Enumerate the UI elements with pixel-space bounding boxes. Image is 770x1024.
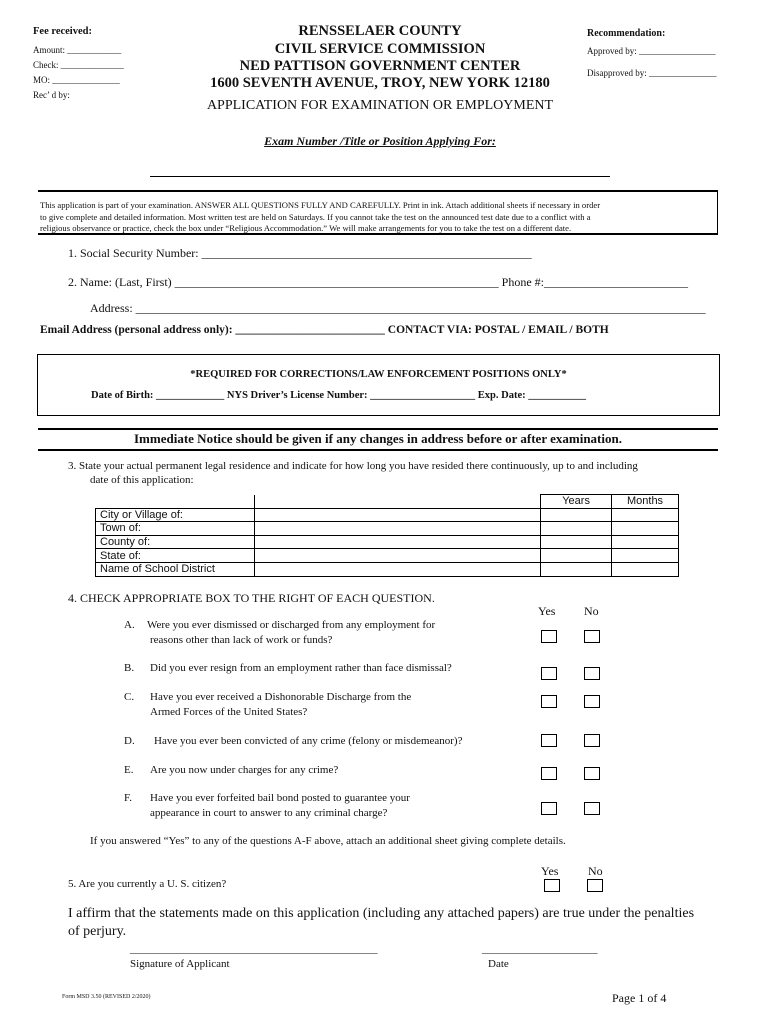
- question-f-no-checkbox[interactable]: [584, 802, 600, 815]
- ssn-field[interactable]: 1. Social Security Number: _______________________________________________________: [68, 246, 532, 260]
- residence-table: [95, 494, 679, 577]
- row-label: Name of School District: [96, 562, 255, 576]
- no-header: No: [584, 604, 599, 618]
- residence-question-line-1: 3. State your actual permanent legal residence and indicate for how long you have resided there continuously, up to and including: [68, 460, 638, 472]
- years-input[interactable]: [541, 508, 612, 522]
- years-input[interactable]: [541, 522, 612, 536]
- header-commission: CIVIL SERVICE COMMISSION: [274, 41, 486, 57]
- residence-input[interactable]: [255, 535, 541, 549]
- question-letter-a: A.: [124, 619, 135, 631]
- col-months: Months: [612, 495, 679, 509]
- check-field[interactable]: Check: ______________: [33, 60, 124, 70]
- question-e-no-checkbox[interactable]: [584, 767, 600, 780]
- fee-received-label: Fee received:: [33, 26, 92, 37]
- exam-label: Exam Number /Title or Position Applying For:: [264, 134, 496, 148]
- question-e-yes-checkbox[interactable]: [541, 767, 557, 780]
- corrections-box: [37, 354, 720, 416]
- question-f-yes-checkbox[interactable]: [541, 802, 557, 815]
- months-input[interactable]: [612, 562, 679, 576]
- table-row: [96, 562, 679, 576]
- months-input[interactable]: [612, 549, 679, 563]
- corrections-title: *REQUIRED FOR CORRECTIONS/LAW ENFORCEMENT POSITIONS ONLY*: [190, 369, 567, 380]
- exam-answer-line[interactable]: [150, 176, 610, 177]
- question-f-line-1: Have you ever forfeited bail bond posted to guarantee your: [150, 792, 410, 804]
- address-change-notice: Immediate Notice should be given if any changes in address before or after examination.: [134, 431, 622, 446]
- question-d-line-1: Have you ever been convicted of any crime (felony or misdemeanor)?: [154, 735, 463, 747]
- citizen-yes-header: Yes: [541, 864, 559, 878]
- recd-by-field[interactable]: Rec’ d by:: [33, 90, 70, 100]
- table-row: [96, 522, 679, 536]
- years-input[interactable]: [541, 549, 612, 563]
- name-phone-field[interactable]: 2. Name: (Last, First) ______________________________________________________ Phone #:________________________: [68, 275, 688, 289]
- amount-field[interactable]: Amount: ____________: [33, 45, 122, 55]
- question-letter-e: E.: [124, 764, 134, 776]
- form-title: APPLICATION FOR EXAMINATION OR EMPLOYMENT: [206, 98, 554, 113]
- question-c-line-2: Armed Forces of the United States?: [150, 706, 308, 718]
- page-number: Page 1 of 4: [612, 991, 667, 1005]
- intro-bottom-rule: [38, 233, 718, 235]
- citizen-yes-checkbox[interactable]: [544, 879, 560, 892]
- question-c-no-checkbox[interactable]: [584, 695, 600, 708]
- residence-input[interactable]: [255, 508, 541, 522]
- question-b-line-1: Did you ever resign from an employment rather than face dismissal?: [150, 662, 452, 674]
- date-label: Date: [488, 958, 509, 970]
- question-a-yes-checkbox[interactable]: [541, 630, 557, 643]
- question-a-line-1: Were you ever dismissed or discharged from any employment for: [147, 619, 436, 631]
- date-line[interactable]: _____________________: [482, 943, 598, 955]
- signature-line[interactable]: _____________________________________________: [130, 943, 378, 955]
- table-row: [96, 549, 679, 563]
- header-center: NED PATTISON GOVERNMENT CENTER: [239, 58, 521, 74]
- question-b-yes-checkbox[interactable]: [541, 667, 557, 680]
- residence-input[interactable]: [255, 549, 541, 563]
- months-input[interactable]: [612, 535, 679, 549]
- question-a-no-checkbox[interactable]: [584, 630, 600, 643]
- citizen-no-checkbox[interactable]: [587, 879, 603, 892]
- table-row: [96, 495, 679, 509]
- table-row: [96, 535, 679, 549]
- approved-field[interactable]: Approved by: _________________: [587, 46, 716, 56]
- row-label: County of:: [96, 535, 255, 549]
- row-label: Town of:: [96, 522, 255, 536]
- citizen-no-header: No: [588, 864, 603, 878]
- col-years: Years: [541, 495, 612, 509]
- months-input[interactable]: [612, 508, 679, 522]
- row-label: City or Village of:: [96, 508, 255, 522]
- row-label: State of:: [96, 549, 255, 563]
- additional-sheet-note: If you answered “Yes” to any of the questions A-F above, attach an additional sheet giving complete details.: [90, 835, 566, 847]
- question-c-yes-checkbox[interactable]: [541, 695, 557, 708]
- mo-field[interactable]: MO: _______________: [33, 75, 120, 85]
- months-input[interactable]: [612, 522, 679, 536]
- signature-label: Signature of Applicant: [130, 958, 230, 970]
- table-row: [96, 508, 679, 522]
- question-letter-d: D.: [124, 735, 135, 747]
- email-contact-field[interactable]: Email Address (personal address only): __________________________ CONTACT VIA: POSTAL / EMAIL / BOTH: [40, 324, 609, 336]
- header-address: 1600 SEVENTH AVENUE, TROY, NEW YORK 12180: [210, 75, 550, 91]
- question-d-yes-checkbox[interactable]: [541, 734, 557, 747]
- intro-top-rule: [38, 190, 718, 192]
- intro-right-rule: [717, 190, 718, 235]
- question-c-line-1: Have you ever received a Dishonorable Discharge from the: [150, 691, 412, 703]
- notice-bottom-rule: [38, 449, 718, 451]
- residence-question-line-2: date of this application:: [90, 474, 194, 486]
- yes-header: Yes: [538, 604, 556, 618]
- question-a-line-2: reasons other than lack of work or funds?: [150, 634, 333, 646]
- residence-input[interactable]: [255, 562, 541, 576]
- intro-line-1: This application is part of your examination. ANSWER ALL QUESTIONS FULLY AND CAREFULLY. Print in ink. Attach additional sheets if necessary in order: [40, 200, 601, 210]
- form-number: Form MSD 3.50 (REVISED 2/2020): [62, 994, 151, 1000]
- question-b-no-checkbox[interactable]: [584, 667, 600, 680]
- header-county: RENSSELAER COUNTY: [298, 23, 462, 39]
- check-section-title: 4. CHECK APPROPRIATE BOX TO THE RIGHT OF EACH QUESTION.: [68, 591, 435, 605]
- affirmation-line-2: of perjury.: [68, 924, 127, 939]
- years-input[interactable]: [541, 535, 612, 549]
- question-letter-f: F.: [124, 792, 132, 804]
- citizen-question: 5. Are you currently a U. S. citizen?: [68, 878, 227, 890]
- years-input[interactable]: [541, 562, 612, 576]
- question-letter-b: B.: [124, 662, 135, 674]
- disapproved-field[interactable]: Disapproved by: _______________: [587, 68, 717, 78]
- question-letter-c: C.: [124, 691, 135, 703]
- intro-line-3: religious observance or practice, check the box under “Religious Accommodation.” We will make arrangements for you to take the test on a different date.: [40, 223, 572, 233]
- address-field[interactable]: Address: _______________________________________________________________________________________________: [90, 301, 706, 315]
- recommendation-label: Recommendation:: [587, 28, 666, 39]
- question-d-no-checkbox[interactable]: [584, 734, 600, 747]
- residence-input[interactable]: [255, 522, 541, 536]
- notice-top-rule: [38, 428, 718, 430]
- intro-line-2: to give complete and detailed information. Most written test are held on Saturdays. If you cannot take the test on the announced test date due to a conflict with a: [40, 212, 591, 222]
- question-f-line-2: appearance in court to answer to any criminal charge?: [150, 807, 388, 819]
- corrections-fields[interactable]: Date of Birth: _____________ NYS Driver’s License Number: ____________________ Exp. Date: ___________: [91, 390, 587, 401]
- affirmation-line-1: I affirm that the statements made on this application (including any attached papers) are true under the penalties: [68, 906, 695, 921]
- question-e-line-1: Are you now under charges for any crime?: [150, 764, 339, 776]
